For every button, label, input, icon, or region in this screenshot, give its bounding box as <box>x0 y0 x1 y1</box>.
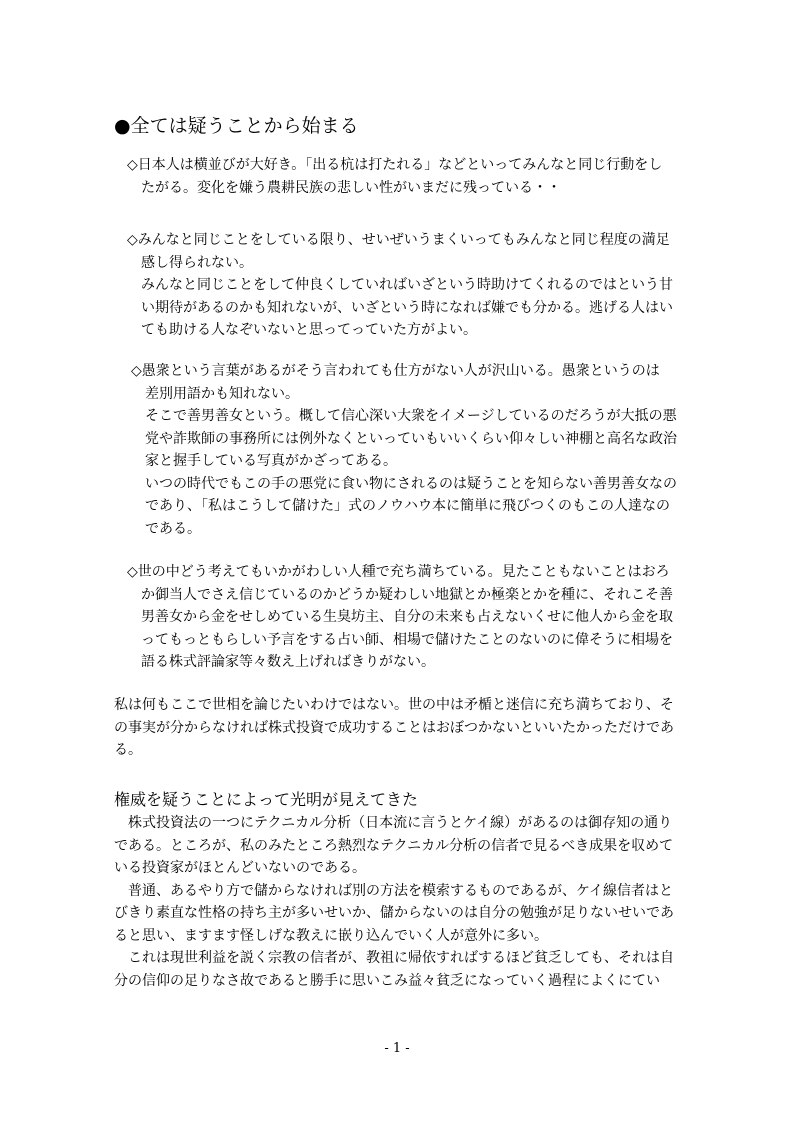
text-line: であり、「私はこうして儲けた」式のノウハウ本に簡単に飛びつくのもこの人達なの <box>145 498 670 514</box>
section-subheading: 権威を疑うことによって光明が見えてきた <box>114 790 419 809</box>
text-line: ると思い、ますます怪しげな教えに嵌り込んでいく人が意外に多い。 <box>114 927 548 944</box>
text-line: 普通、あるやり方で儲からなければ別の方法を模索するものであるが、ケイ線信者はと <box>114 882 674 899</box>
text-line: 家と握手している写真がかざってある。 <box>145 453 397 469</box>
text-line: 感し得られない。 <box>141 254 253 271</box>
text-line: 私は何もここで世相を論じたいわけではない。世の中は矛楯と迷信に充ち満ちており、そ <box>114 697 674 713</box>
text-line: ◇愚衆という言葉があるがそう言われても仕方がない人が沢山いる。愚衆というのは <box>131 363 660 379</box>
text-line: か御当人でさえ信じているのかどうか疑わしい地獄とか極楽とかを種に、それこそ善 <box>141 586 673 603</box>
bullet-block-4 <box>127 561 673 674</box>
text-line: いる投資家がほとんどいないのである。 <box>114 860 366 876</box>
text-line: 語る株式評論家等々数え上げればきりがない。 <box>141 654 435 670</box>
text-line: ても助ける人なぞいないと思ってっていた方がよい。 <box>141 322 477 338</box>
text-line: これは現世利益を説く宗教の信者が、教祖に帰依すればするほど貧乏しても、それは自 <box>114 950 674 966</box>
text-line: みんなと同じことをして仲良くしていればいざという時助けてくれるのではという甘 <box>141 277 673 293</box>
text-line: いつの時代でもこの手の悪党に食い物にされるのは疑うことを知らない善男善女なの <box>145 475 677 492</box>
text-line: びきり素直な性格の持ち主が多いせいか、儲からないのは自分の勉強が足りないせいであ <box>114 905 674 921</box>
page-title: ●全ては疑うことから始まる <box>114 115 359 137</box>
text-line: ◇みんなと同じことをしている限り、せいぜいうまくいってもみんなと同じ程度の満足 <box>127 232 670 248</box>
text-line: 株式投資法の一つにテクニカル分析（日本流に言うとケイ線）があるのは御存知の通り <box>114 815 673 831</box>
text-line: 分の信仰の足りなさ故であると勝手に思いこみ益々貧乏になっていく過程によくにてい <box>114 972 660 989</box>
text-line: い期待があるのかも知れないが、いざという時になれば嫌でも分かる。逃げる人はい <box>141 299 673 316</box>
bullet-block-1 <box>127 154 662 199</box>
bullet-block-3 <box>131 360 677 540</box>
text-line: である。 <box>145 520 201 537</box>
paragraph-1 <box>114 694 674 762</box>
page-number: - 1 - <box>384 1041 410 1056</box>
text-line: ◇世の中どう考えてもいかがわしい人種で充ち満ちている。見たこともないことはおろ <box>127 564 670 580</box>
paragraph-2 <box>114 812 674 992</box>
text-line: る。 <box>114 742 142 758</box>
text-line: ◇日本人は横並びが大好き。「出る杭は打たれる」などといってみんなと同じ行動をし <box>127 157 663 173</box>
bullet-block-2 <box>127 229 673 342</box>
text-line: である。ところが、私のみたところ熱烈なテクニカル分析の信者で見るべき成果を収めて <box>114 837 674 854</box>
text-line: 差別用語かも知れない。 <box>145 385 299 402</box>
text-line: たがる。変化を嫌う農耕民族の悲しい性がいまだに残っている・・ <box>141 179 561 196</box>
text-line: そこで善男善女という。概して信心深い大衆をイメージしているのだろうが大抵の悪 <box>145 408 677 424</box>
text-line: 男善女から金をせしめている生臭坊主、自分の未来も占えないくせに他人から金を取 <box>141 609 673 625</box>
text-line: 党や詐欺師の事務所には例外なくといっていもいいくらい仰々しい神棚と高名な政治 <box>145 430 677 447</box>
text-line: の事実が分からなければ株式投資で成功することはおぼつかないといいたかっただけであ <box>114 719 674 736</box>
text-line: ってもっともらしい予言をする占い師、相場で儲けたことのないのに偉そうに相場を <box>141 631 673 648</box>
